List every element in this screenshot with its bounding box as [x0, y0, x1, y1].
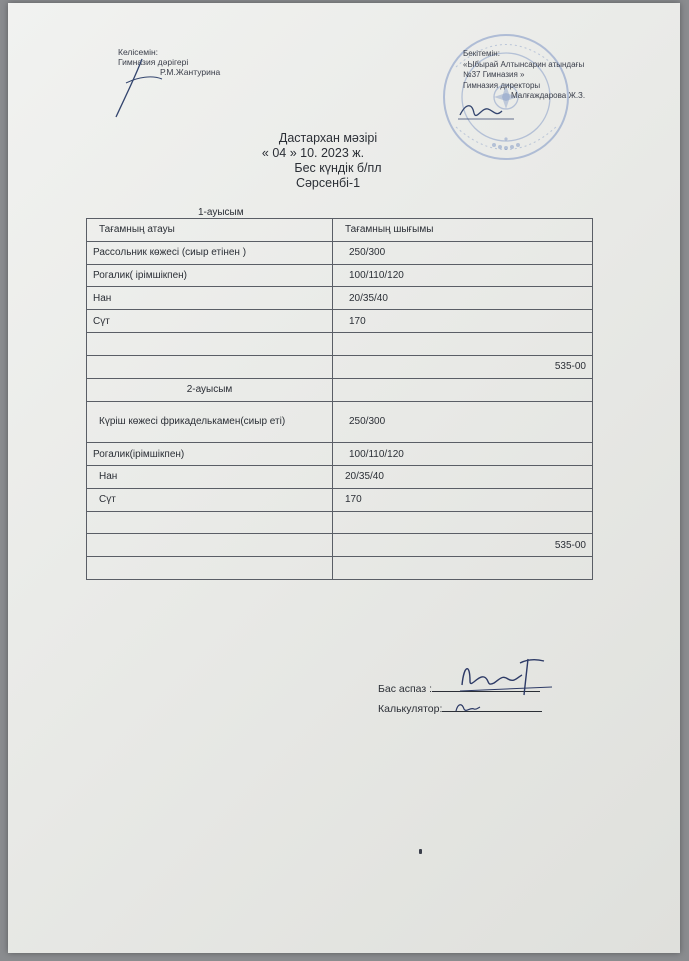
- dish-name: Нан: [87, 465, 333, 488]
- menu-date: « 04 » 10. 2023 ж.: [261, 146, 365, 160]
- shift2-label: 2-ауысым: [87, 378, 333, 401]
- table-row-empty: [87, 511, 593, 534]
- approve-school: «Ыбырай Алтынсарин атындағы: [463, 59, 585, 69]
- table-row-empty: [87, 333, 593, 356]
- agree-position: Гимназия дәрігері: [118, 57, 189, 67]
- dish-name: Нан: [87, 287, 333, 310]
- col-header-name: Тағамның атауы: [87, 219, 333, 242]
- approve-heading: Бекітемін:: [463, 49, 500, 58]
- dish-yield: 170: [333, 488, 593, 511]
- agree-heading: Келісемін:: [118, 47, 159, 57]
- calculator-signature-icon: [452, 699, 482, 715]
- table-row: [87, 488, 593, 511]
- dish-name: Сүт: [87, 488, 333, 511]
- shift2-header-row: [87, 378, 593, 401]
- menu-day: Сәрсенбі-1: [295, 176, 361, 190]
- menu-title: Дастархан мәзірі: [278, 131, 378, 145]
- shift2-total: 535-00: [333, 534, 593, 557]
- agree-person: Р.М.Жантурина: [160, 67, 221, 77]
- dish-yield: 20/35/40: [333, 465, 593, 488]
- dish-name: Күріш көжесі фрикаделькамен(сиыр еті): [87, 401, 333, 443]
- shift1-label: 1-ауысым: [198, 207, 244, 218]
- shift1-total: 535-00: [333, 355, 593, 378]
- table-row-total: [87, 534, 593, 557]
- approve-position: Гимназия директоры: [463, 80, 541, 90]
- director-signature-icon: [456, 99, 516, 123]
- table-row-total: [87, 355, 593, 378]
- dish-yield: 250/300: [333, 401, 593, 443]
- dish-yield: 100/110/120: [333, 443, 593, 466]
- chef-label: Бас аспаз :: [378, 683, 433, 695]
- table-row: [87, 443, 593, 466]
- dish-name: Рогалик(ірімшікпен): [87, 443, 333, 466]
- col-header-yield: Тағамның шығымы: [333, 219, 593, 242]
- approval-block: [463, 49, 585, 102]
- approve-person: Малғаждарова Ж.З.: [511, 91, 586, 100]
- table-row: [87, 264, 593, 287]
- doctor-signature-icon: [108, 55, 168, 125]
- dish-yield: 170: [333, 310, 593, 333]
- menu-title-block: [188, 131, 448, 191]
- dish-name: Рассольник көжесі (сиыр етінен ): [87, 241, 333, 264]
- dish-yield: 100/110/120: [333, 264, 593, 287]
- dish-yield: 20/35/40: [333, 287, 593, 310]
- table-row: [87, 310, 593, 333]
- table-row-blank: [87, 557, 593, 580]
- table-row: [87, 465, 593, 488]
- table-row: [87, 287, 593, 310]
- table-header-row: [87, 219, 593, 242]
- dish-name: Сүт: [87, 310, 333, 333]
- ink-speck: [419, 849, 422, 854]
- table-row: [87, 241, 593, 264]
- calculator-label: Калькулятор:: [378, 703, 443, 715]
- approve-school-number: №37 Гимназия »: [463, 70, 525, 79]
- document-page: [8, 3, 680, 953]
- table-row: [87, 401, 593, 443]
- chef-signature-icon: [456, 655, 556, 699]
- dish-yield: 250/300: [333, 241, 593, 264]
- menu-table: [86, 218, 593, 580]
- menu-plan: Бес күндік б/пл: [294, 161, 382, 175]
- dish-name: Рогалик( ірімшікпен): [87, 264, 333, 287]
